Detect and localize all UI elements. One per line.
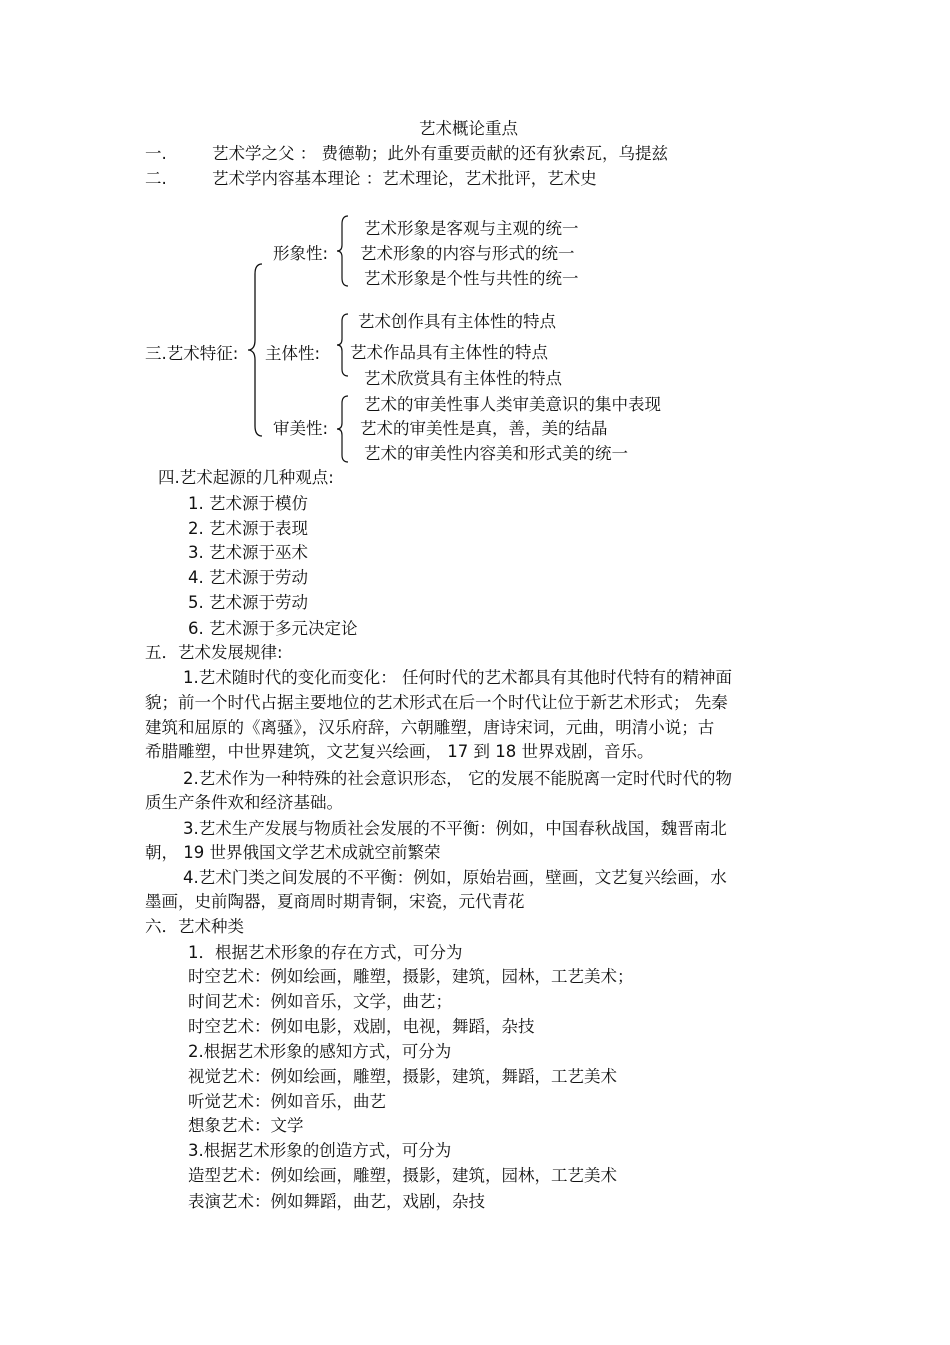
origin-item-1: 1. 艺术源于模仿 (188, 494, 308, 513)
big-brace (246, 262, 266, 438)
kind-line-10: 造型艺术：例如绘画，雕塑，摄影，建筑，园林，工艺美术 (188, 1166, 617, 1185)
section-6-heading: 六．艺术种类 (145, 917, 244, 936)
law-line-7: 3.艺术生产发展与物质社会发展的不平衡：例如，中国春秋战国，魏晋南北 (183, 819, 727, 838)
imagery-item-3: 艺术形象是个性与共性的统一 (364, 269, 579, 288)
group-label-imagery: 形象性: (273, 244, 329, 263)
origin-item-2: 2. 艺术源于表现 (188, 519, 308, 538)
subjectivity-item-1: 艺术创作具有主体性的特点 (358, 312, 556, 331)
law-line-5: 2.艺术作为一种特殊的社会意识形态， 它的发展不能脱离一定时代时代的物 (183, 769, 732, 788)
art-features-label: 三.艺术特征: (145, 344, 239, 363)
kind-line-5: 2.根据艺术形象的感知方式，可分为 (188, 1042, 452, 1061)
aesthetics-item-3: 艺术的审美性内容美和形式美的统一 (364, 444, 628, 463)
law-line-4: 希腊雕塑，中世界建筑，文艺复兴绘画， 17 到 18 世界戏剧，音乐。 (145, 742, 654, 761)
imagery-item-2: 艺术形象的内容与形式的统一 (360, 244, 575, 263)
law-line-3: 建筑和屈原的《离骚》，汉乐府辞，六朝雕塑，唐诗宋词，元曲，明清小说；古 (145, 718, 715, 737)
law-line-9: 4.艺术门类之间发展的不平衡：例如，原始岩画，壁画，文艺复兴绘画，水 (183, 868, 727, 887)
origin-item-5: 5. 艺术源于劳动 (188, 593, 308, 612)
kind-line-8: 想象艺术：文学 (188, 1116, 304, 1135)
kind-line-7: 听觉艺术：例如音乐，曲艺 (188, 1092, 386, 1111)
group-label-aesthetics: 审美性: (273, 419, 329, 438)
subjectivity-item-3: 艺术欣赏具有主体性的特点 (364, 369, 562, 388)
section-2-number: 二. (145, 169, 167, 188)
section-4-heading: 四.艺术起源的几种观点: (158, 468, 334, 487)
imagery-item-1: 艺术形象是客观与主观的统一 (364, 219, 579, 238)
law-line-1: 1.艺术随时代的变化而变化： 任何时代的艺术都具有其他时代特有的精神面 (183, 668, 732, 687)
subjectivity-item-2: 艺术作品具有主体性的特点 (350, 343, 548, 362)
brace-subjectivity (336, 312, 350, 378)
kind-line-6: 视觉艺术：例如绘画，雕塑，摄影，建筑，舞蹈，工艺美术 (188, 1067, 617, 1086)
law-line-6: 质生产条件欢和经济基础。 (145, 793, 343, 812)
kind-line-3: 时间艺术：例如音乐，文学，曲艺； (188, 992, 452, 1011)
kind-line-1: 1．根据艺术形象的存在方式，可分为 (188, 943, 463, 962)
law-line-2: 貌；前一个时代占据主要地位的艺术形式在后一个时代让位于新艺术形式； 先秦 (145, 693, 728, 712)
kind-line-2: 时空艺术：例如绘画，雕塑，摄影，建筑，园林，工艺美术； (188, 967, 634, 986)
section-1-text: 艺术学之父 ： 费德勒；此外有重要贡献的还有狄索瓦，乌提兹 (212, 144, 668, 163)
brace-imagery (336, 214, 350, 288)
page-title: 艺术概论重点 (419, 119, 518, 138)
kind-line-4: 时空艺术：例如电影，戏剧，电视，舞蹈，杂技 (188, 1017, 535, 1036)
aesthetics-item-2: 艺术的审美性是真，善，美的结晶 (360, 419, 608, 438)
origin-item-4: 4. 艺术源于劳动 (188, 568, 308, 587)
origin-item-3: 3. 艺术源于巫术 (188, 543, 308, 562)
law-line-10: 墨画，史前陶器，夏商周时期青铜，宋瓷，元代青花 (145, 892, 525, 911)
origin-item-6: 6. 艺术源于多元决定论 (188, 619, 358, 638)
brace-aesthetics (336, 394, 350, 464)
section-1-number: 一. (145, 144, 167, 163)
law-line-8: 朝， 19 世界俄国文学艺术成就空前繁荣 (145, 843, 441, 862)
kind-line-11: 表演艺术：例如舞蹈，曲艺，戏剧，杂技 (188, 1192, 485, 1211)
group-label-subjectivity: 主体性: (265, 344, 321, 363)
kind-line-9: 3.根据艺术形象的创造方式，可分为 (188, 1141, 452, 1160)
aesthetics-item-1: 艺术的审美性事人类审美意识的集中表现 (364, 395, 661, 414)
section-5-heading: 五．艺术发展规律: (145, 643, 283, 662)
section-2-text: 艺术学内容基本理论 ：艺术理论，艺术批评，艺术史 (212, 169, 597, 188)
